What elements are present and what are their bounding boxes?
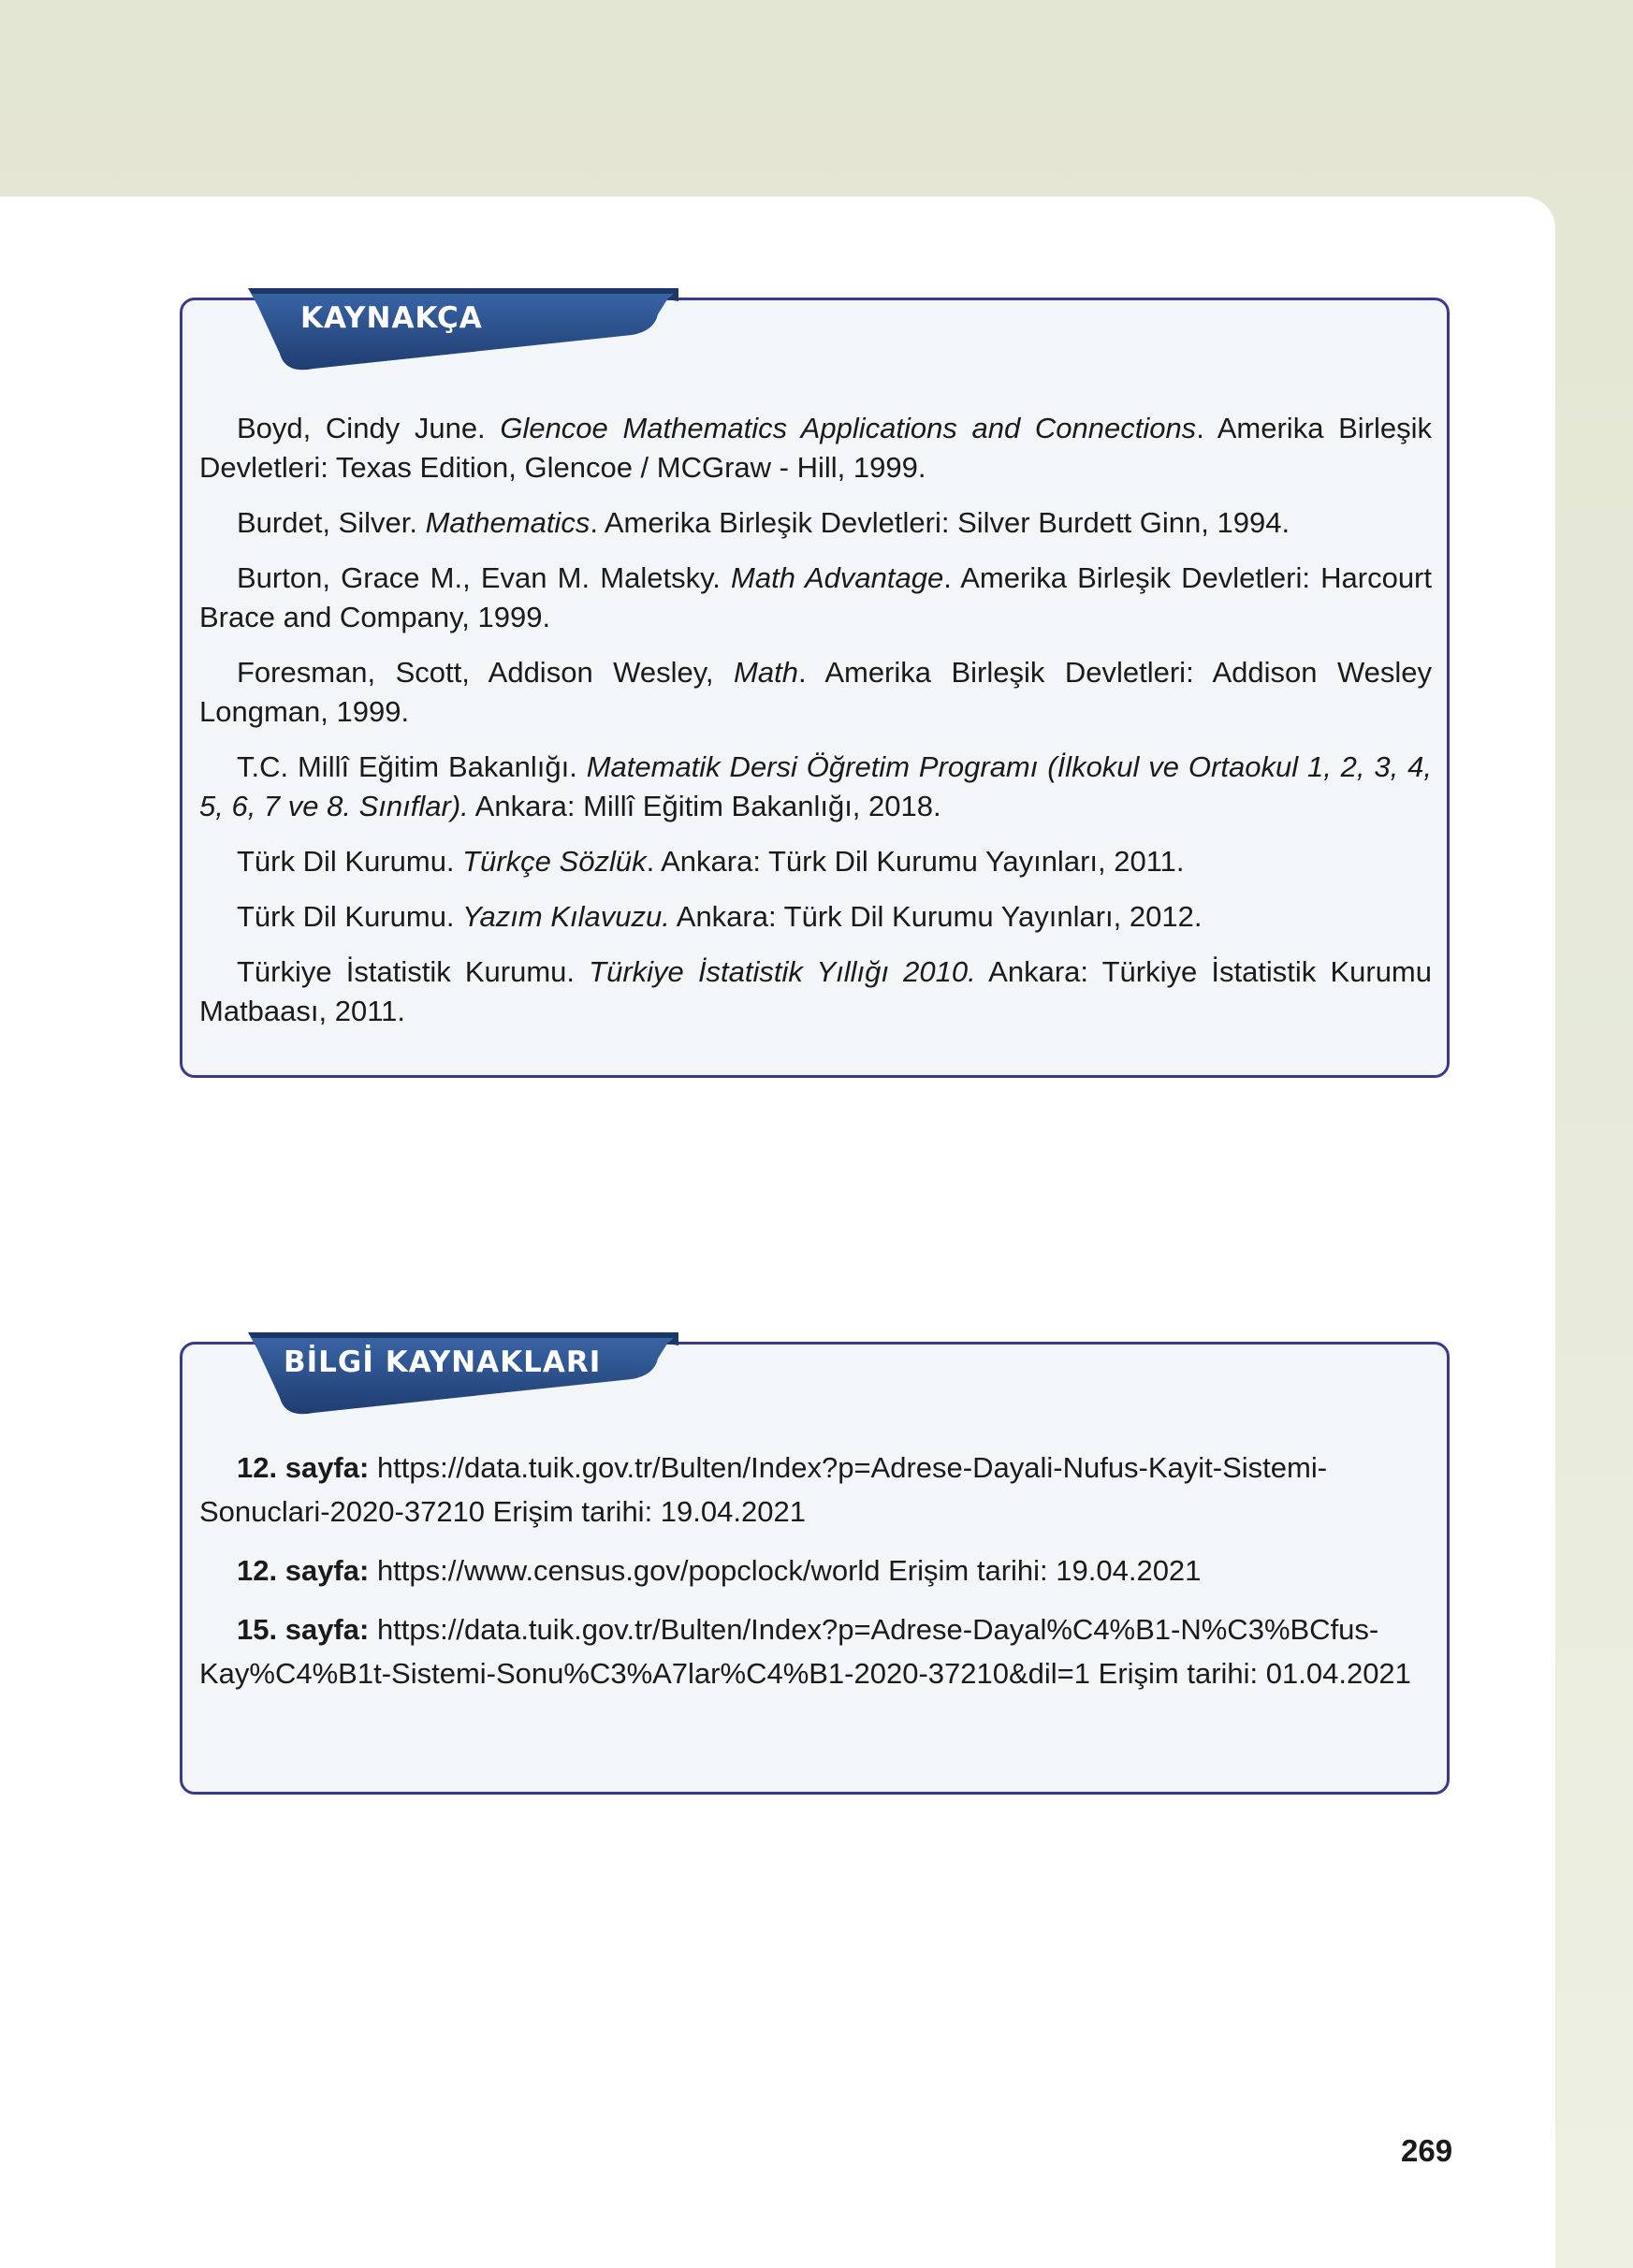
reference-entry: Türk Dil Kurumu. Yazım Kılavuzu. Ankara: Türk Dil Kurumu Yayınları, 2012.: [237, 900, 1203, 933]
info-sources-title: BİLGİ KAYNAKLARI: [284, 1345, 602, 1379]
info-source-entry: 12. sayfa: https://data.tuik.gov.tr/Bulten/Index?p=Adrese-Dayali-Nufus-Kayit-Sistemi-Sonuclari-2020-37210 Erişim tarihi: 19.04.2021: [199, 1451, 1328, 1528]
references-box: [180, 298, 1450, 1078]
info-sources-list: [199, 1446, 1432, 1710]
references-list: [199, 409, 1432, 1047]
reference-entry: Türk Dil Kurumu. Türkçe Sözlük. Ankara: Türk Dil Kurumu Yayınları, 2011.: [237, 845, 1185, 878]
info-source-entry: 12. sayfa: https://www.census.gov/popclock/world Erişim tarihi: 19.04.2021: [237, 1554, 1202, 1587]
reference-entry: Türkiye İstatistik Kurumu. Türkiye İstatistik Yıllığı 2010. Ankara: Türkiye İstatistik Kurumu Matbaası, 2011.: [199, 955, 1432, 1027]
references-title: KAYNAKÇA: [300, 301, 483, 335]
page-number: 269: [1401, 2133, 1453, 2168]
reference-entry: Boyd, Cindy June. Glencoe Mathematics Applications and Connections. Amerika Birleşik Devletleri: Texas Edition, Glencoe / MCGraw - Hill, 1999.: [199, 412, 1432, 484]
reference-entry: Foresman, Scott, Addison Wesley, Math. Amerika Birleşik Devletleri: Addison Wesley Longman, 1999.: [199, 656, 1433, 728]
info-sources-header-tab: [248, 1332, 678, 1420]
info-source-entry: 15. sayfa: https://data.tuik.gov.tr/Bulten/Index?p=Adrese-Dayal%C4%B1-N%C3%BCfus-Kay%C4%B1t-Sistemi-Sonu%C3%A7lar%C4%B1-2020-37210&dil=1 Erişim tarihi: 01.04.2021: [199, 1613, 1411, 1690]
reference-entry: Burton, Grace M., Evan M. Maletsky. Math Advantage. Amerika Birleşik Devletleri: Harcourt Brace and Company, 1999.: [199, 561, 1432, 633]
reference-entry: Burdet, Silver. Mathematics. Amerika Birleşik Devletleri: Silver Burdett Ginn, 1994.: [237, 506, 1290, 539]
info-sources-box: [180, 1342, 1450, 1795]
reference-entry: T.C. Millî Eğitim Bakanlığı. Matematik Dersi Öğretim Programı (İlkokul ve Ortaokul 1, 2, 3, 4, 5, 6, 7 ve 8. Sınıflar). Ankara: Millî Eğitim Bakanlığı, 2018.: [199, 750, 1432, 822]
references-header-tab: [248, 288, 678, 376]
